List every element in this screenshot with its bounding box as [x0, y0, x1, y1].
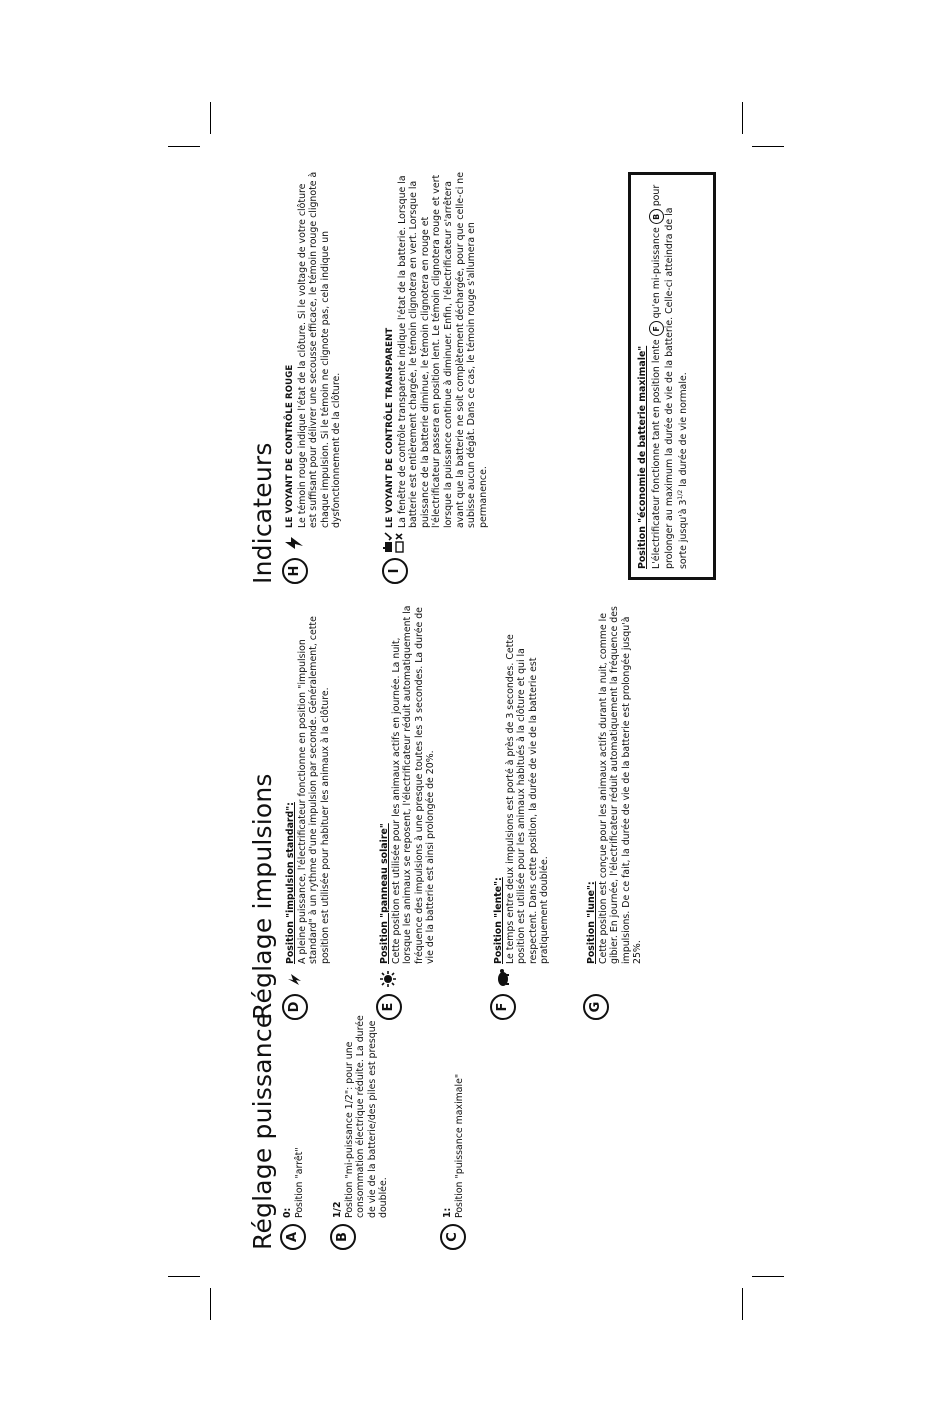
heading: LE VOYANT DE CONTRÔLE ROUGE	[285, 364, 295, 528]
text: A pleine puissance, l'électrificateur fonctionne en position "impulsion standard" à un rythme d'une impulsion par seconde. Généralement, cette position est utilisée pour habituer les animaux à la clôture.	[296, 616, 331, 964]
battery-check-icon	[383, 530, 405, 554]
bolt-hand-icon	[283, 968, 305, 990]
text: La fenêtre de contrôle transparente indique l'état de la batterie. Lorsque la batterie est entièrement chargée, le témoin clignotera en vert. Lorsque la puissance de la batterie diminue, le témoin clignotera en rouge et l'électrificateur passera en position lent. Le témoin clignotera rouge et vert lorsque la puissance continue à diminuer. Enfin, l'électrificateur s'arrêtera avant que la batterie ne soit complètement déchargée, pour que celle-ci ne subisse aucun dégât. Dans ce cas, le témoin rouge s'allumera en permanence.	[396, 171, 489, 528]
heading: Position "panneau solaire"	[379, 823, 390, 964]
badge-h: H	[282, 558, 308, 584]
text-part: pour prolonger au maximum la durée de vie de la batterie. Celle-ci atteindra de la sorte jusqu'à 3	[650, 184, 690, 569]
fraction: 1/2	[677, 489, 685, 500]
text-part: la durée de vie normale.	[678, 372, 690, 490]
badge-f: F	[490, 994, 516, 1020]
section-title: Indicateurs	[248, 442, 277, 584]
badge-i: I	[382, 558, 408, 584]
heading: Position "lune":	[586, 881, 597, 964]
badge-g: G	[583, 994, 609, 1020]
inline-badge-b: B	[649, 209, 664, 224]
text: Position "arrêt"	[293, 1147, 305, 1218]
box-heading: Position "économie de batterie maximale"	[637, 345, 648, 569]
entry-i	[382, 164, 532, 584]
section-indicateurs	[248, 164, 277, 584]
text-part: L'électrificateur fonctionne tant en position lente	[650, 339, 662, 569]
text: Cette position est conçue pour les animaux actifs durant la nuit, comme le gibier. En journée, l'électrificateur réduit automatiquement la fréquence des impulsions. De ce fait, la durée de vie de la batterie est prolongée jusqu'à 25%.	[597, 606, 644, 964]
badge-d: D	[282, 994, 308, 1020]
text-part: qu'en mi-puissance	[650, 227, 662, 319]
text: Le témoin rouge indique l'état de la clôture. Si le voltage de votre clôture est suffisant pour délivrer une secousse efficace, le témoin rouge clignote à chaque impulsion. Si le témoin ne clignote pas, cela indique un dysfonctionnement de la clôture.	[296, 171, 343, 528]
section-puissance	[248, 1010, 277, 1250]
moon-icon	[584, 968, 606, 990]
section-impulsions	[248, 600, 277, 1020]
entry-h	[282, 164, 378, 584]
badge-b: B	[330, 1224, 356, 1250]
text: Cette position est utilisée pour les animaux actifs en journée. La nuit, lorsque les animaux se reposent, l'électrificateur réduit automatiquement la fréquence des impulsions à une presque toutes les 3 secondes. La durée de vie de la batterie est ainsi prolongée de 20%.	[390, 605, 437, 964]
label: 0:	[282, 1207, 293, 1218]
entry-f	[490, 600, 590, 1020]
battery-economy-box	[628, 172, 716, 580]
badge-a: A	[280, 1224, 306, 1250]
entry-g	[583, 600, 683, 1020]
badge-e: E	[376, 994, 402, 1020]
entry-e	[376, 600, 486, 1020]
label: 1/2	[332, 1201, 343, 1218]
text: Position "puissance maximale"	[453, 1073, 465, 1218]
entry-c	[440, 1010, 500, 1250]
section-title: Réglage impulsions	[248, 773, 277, 1020]
sun-icon	[377, 968, 399, 990]
section-title: Réglage puissance	[248, 1012, 277, 1250]
badge-c: C	[440, 1224, 466, 1250]
heading: Position "impulsion standard":	[285, 802, 296, 964]
entry-b	[330, 1010, 430, 1250]
inline-badge-f: F	[649, 321, 664, 336]
text: Le temps entre deux impulsions est porté à près de 3 secondes. Cette position est utilisée pour les animaux habitués à la clôture et qui la respectent. Dans cette position, la durée de vie de la batterie est pratiquement doublée.	[504, 634, 551, 964]
heading: LE VOYANT DE CONTRÔLE TRANSPARENT	[385, 327, 395, 528]
text: Position "mi-puissance 1/2": pour une consommation électrique réduite. La durée de vie de la batterie/des piles est presque doublée.	[343, 1015, 390, 1218]
box-text	[649, 183, 690, 569]
turtle-icon	[491, 968, 513, 990]
label: 1:	[442, 1207, 453, 1218]
lightning-icon	[283, 532, 305, 554]
heading: Position "lente":	[493, 877, 504, 964]
entry-d	[282, 600, 372, 1020]
